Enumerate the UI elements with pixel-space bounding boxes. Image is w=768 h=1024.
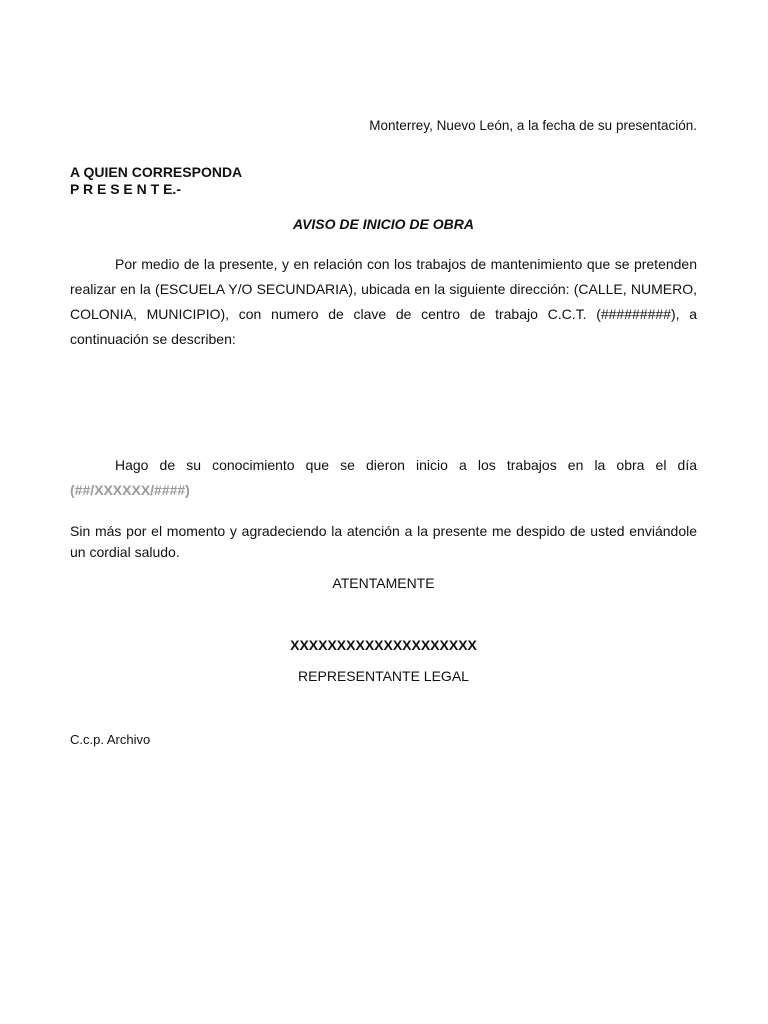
sign-off: ATENTAMENTE <box>332 575 435 591</box>
start-date-placeholder: (##/XXXXXX/####) <box>70 482 190 498</box>
signer-title: REPRESENTANTE LEGAL <box>298 668 469 684</box>
start-date-paragraph <box>70 453 697 503</box>
presente-line: P R E S E N T E.- <box>70 181 181 197</box>
signer-name: XXXXXXXXXXXXXXXXXXXX <box>290 637 477 653</box>
closing-paragraph: Sin más por el momento y agradeciendo la atención a la presente me despido de usted enviándole un cordial saludo. <box>70 523 697 560</box>
start-date-text: Hago de su conocimiento que se dieron inicio a los trabajos en la obra el día <box>115 457 697 473</box>
carbon-copy-note: C.c.p. Archivo <box>70 732 151 747</box>
recipient-line: A QUIEN CORRESPONDA <box>70 164 243 180</box>
intro-paragraph: Por medio de la presente, y en relación con los trabajos de mantenimiento que se pretenden realizar en la (ESCUELA Y/O SECUNDARIA), ubicada en la siguiente dirección: (CALLE, NUMERO, COLONIA, MUNICIPIO), con numero de clave de centro de trabajo C.C.T. (#########), a continuación se describen: <box>70 256 697 347</box>
recipient-block <box>70 164 242 198</box>
letter-subject: AVISO DE INICIO DE OBRA <box>293 216 474 232</box>
place-date-line: Monterrey, Nuevo León, a la fecha de su presentación. <box>369 118 697 133</box>
